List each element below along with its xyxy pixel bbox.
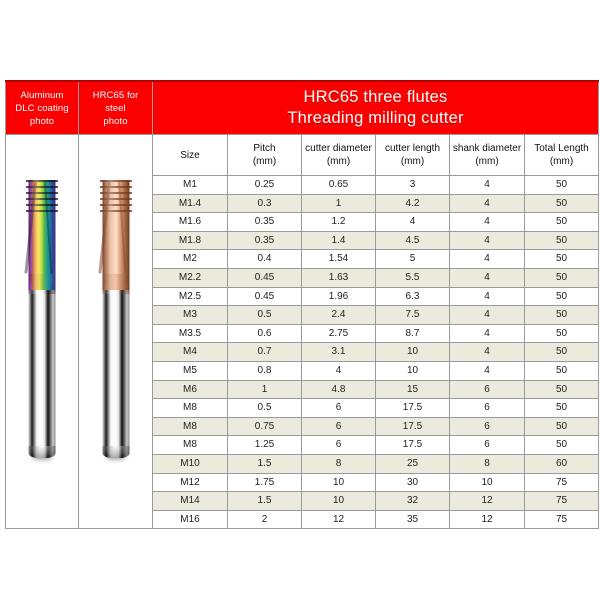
cell-size: M2 bbox=[153, 250, 228, 269]
cell-shank_diameter: 10 bbox=[450, 473, 525, 492]
cell-shank_diameter: 6 bbox=[450, 417, 525, 436]
cell-total_length: 50 bbox=[525, 176, 599, 195]
cell-cutter_diameter: 12 bbox=[302, 510, 376, 529]
column-header-5 bbox=[525, 135, 599, 176]
flute-ridge bbox=[26, 192, 58, 194]
cell-shank_diameter: 12 bbox=[450, 492, 525, 511]
cell-pitch: 0.45 bbox=[228, 268, 302, 287]
cell-cutter_length: 30 bbox=[376, 473, 450, 492]
cell-total_length: 50 bbox=[525, 436, 599, 455]
column-header-2-line-1: (mm) bbox=[326, 156, 351, 167]
flute-ridge bbox=[100, 204, 132, 206]
cell-size: M12 bbox=[153, 473, 228, 492]
column-header-row bbox=[6, 135, 599, 176]
cell-pitch: 0.5 bbox=[228, 399, 302, 418]
cell-pitch: 0.7 bbox=[228, 343, 302, 362]
cell-pitch: 0.35 bbox=[228, 213, 302, 232]
cell-shank_diameter: 4 bbox=[450, 324, 525, 343]
cell-cutter_diameter: 2.4 bbox=[302, 306, 376, 325]
column-header-4-line-1: (mm) bbox=[475, 156, 499, 167]
column-header-2 bbox=[302, 135, 376, 176]
cell-total_length: 50 bbox=[525, 268, 599, 287]
tool-photo-wrap bbox=[6, 144, 78, 520]
cell-cutter_diameter: 6 bbox=[302, 436, 376, 455]
cell-cutter_diameter: 3.1 bbox=[302, 343, 376, 362]
cell-cutter_diameter: 1.54 bbox=[302, 250, 376, 269]
cell-cutter_diameter: 1.96 bbox=[302, 287, 376, 306]
flute-ridge bbox=[26, 186, 58, 188]
column-header-4 bbox=[450, 135, 525, 176]
cell-shank_diameter: 4 bbox=[450, 250, 525, 269]
flute-ridge bbox=[26, 198, 58, 200]
product-title-line-0: HRC65 three flutes bbox=[303, 88, 448, 106]
cell-total_length: 50 bbox=[525, 417, 599, 436]
cell-shank_diameter: 4 bbox=[450, 361, 525, 380]
cell-cutter_length: 10 bbox=[376, 361, 450, 380]
photo-column-header-1-line-2: photo bbox=[103, 115, 128, 127]
tool-photo-wrap bbox=[79, 144, 152, 520]
cell-size: M1.6 bbox=[153, 213, 228, 232]
cell-size: M1 bbox=[153, 176, 228, 195]
cell-size: M8 bbox=[153, 417, 228, 436]
photo-column-header-0-line-0: Aluminum bbox=[20, 89, 64, 101]
cell-size: M2.5 bbox=[153, 287, 228, 306]
cell-cutter_diameter: 1.2 bbox=[302, 213, 376, 232]
cell-total_length: 50 bbox=[525, 194, 599, 213]
cell-cutter_length: 6.3 bbox=[376, 287, 450, 306]
cell-total_length: 50 bbox=[525, 361, 599, 380]
cell-shank_diameter: 4 bbox=[450, 343, 525, 362]
column-header-4-line-0: shank diameter bbox=[452, 143, 522, 154]
cell-cutter_length: 17.5 bbox=[376, 417, 450, 436]
cell-pitch: 1.5 bbox=[228, 492, 302, 511]
product-title-line-1: Threading milling cutter bbox=[287, 109, 464, 127]
red-header-row bbox=[6, 81, 599, 135]
cell-pitch: 1 bbox=[228, 380, 302, 399]
cell-size: M4 bbox=[153, 343, 228, 362]
flute-ridge bbox=[100, 198, 132, 200]
cell-size: M5 bbox=[153, 361, 228, 380]
dlc-photo-cell bbox=[6, 135, 79, 529]
photo-column-header-0-line-1: DLC coating bbox=[15, 102, 69, 114]
cell-cutter_length: 4 bbox=[376, 213, 450, 232]
cell-cutter_length: 17.5 bbox=[376, 436, 450, 455]
cell-size: M1.8 bbox=[153, 231, 228, 250]
column-header-3 bbox=[376, 135, 450, 176]
cell-cutter_diameter: 1.63 bbox=[302, 268, 376, 287]
cell-cutter_diameter: 2.75 bbox=[302, 324, 376, 343]
cell-pitch: 0.5 bbox=[228, 306, 302, 325]
cell-pitch: 0.45 bbox=[228, 287, 302, 306]
cell-cutter_diameter: 4.8 bbox=[302, 380, 376, 399]
cell-cutter_length: 5 bbox=[376, 250, 450, 269]
cell-cutter_length: 4.2 bbox=[376, 194, 450, 213]
flute-ridge bbox=[100, 180, 132, 182]
cell-pitch: 0.8 bbox=[228, 361, 302, 380]
cell-size: M8 bbox=[153, 436, 228, 455]
cell-cutter_length: 10 bbox=[376, 343, 450, 362]
cell-pitch: 1.75 bbox=[228, 473, 302, 492]
cell-size: M3 bbox=[153, 306, 228, 325]
cell-cutter_diameter: 1.4 bbox=[302, 231, 376, 250]
column-header-5-line-0: Total Length bbox=[534, 143, 589, 154]
product-title bbox=[153, 81, 599, 135]
cell-cutter_diameter: 10 bbox=[302, 473, 376, 492]
cell-shank_diameter: 4 bbox=[450, 194, 525, 213]
cell-shank_diameter: 4 bbox=[450, 213, 525, 232]
cell-size: M1.4 bbox=[153, 194, 228, 213]
cell-shank_diameter: 4 bbox=[450, 176, 525, 195]
cell-cutter_diameter: 10 bbox=[302, 492, 376, 511]
column-header-0-line-0: Size bbox=[180, 149, 200, 161]
column-header-1-line-0: Pitch bbox=[253, 143, 276, 154]
cell-size: M16 bbox=[153, 510, 228, 529]
tool-shank bbox=[29, 290, 56, 458]
cell-shank_diameter: 6 bbox=[450, 399, 525, 418]
cell-total_length: 50 bbox=[525, 213, 599, 232]
cell-size: M14 bbox=[153, 492, 228, 511]
cell-cutter_diameter: 4 bbox=[302, 361, 376, 380]
cell-pitch: 1.25 bbox=[228, 436, 302, 455]
column-header-1-line-1: (mm) bbox=[252, 156, 277, 167]
photo-column-header-1-line-0: HRC65 for bbox=[92, 89, 139, 101]
cell-cutter_length: 7.5 bbox=[376, 306, 450, 325]
cell-cutter_length: 35 bbox=[376, 510, 450, 529]
cell-cutter_length: 5.5 bbox=[376, 268, 450, 287]
cell-cutter_diameter: 6 bbox=[302, 417, 376, 436]
dlc-coated-tool-image bbox=[25, 162, 59, 462]
cell-cutter_length: 32 bbox=[376, 492, 450, 511]
cell-total_length: 60 bbox=[525, 454, 599, 473]
cell-size: M3.5 bbox=[153, 324, 228, 343]
cell-total_length: 50 bbox=[525, 324, 599, 343]
column-header-5-line-1: (mm) bbox=[549, 156, 574, 167]
photo-column-header-1-line-1: steel bbox=[105, 102, 126, 114]
cell-pitch: 0.4 bbox=[228, 250, 302, 269]
cell-shank_diameter: 8 bbox=[450, 454, 525, 473]
cell-cutter_diameter: 0.65 bbox=[302, 176, 376, 195]
cell-cutter_diameter: 8 bbox=[302, 454, 376, 473]
hrc65-photo-cell bbox=[79, 135, 153, 529]
cell-cutter_diameter: 6 bbox=[302, 399, 376, 418]
column-header-0 bbox=[153, 135, 228, 176]
cell-cutter_length: 3 bbox=[376, 176, 450, 195]
cell-total_length: 75 bbox=[525, 510, 599, 529]
cell-shank_diameter: 6 bbox=[450, 380, 525, 399]
cell-shank_diameter: 4 bbox=[450, 268, 525, 287]
photo-column-header-0-line-2: photo bbox=[29, 115, 55, 127]
cell-shank_diameter: 4 bbox=[450, 231, 525, 250]
flute-ridge bbox=[26, 180, 58, 182]
cell-pitch: 0.6 bbox=[228, 324, 302, 343]
photo-column-header-1 bbox=[79, 81, 153, 135]
cell-cutter_length: 8.7 bbox=[376, 324, 450, 343]
cell-pitch: 0.75 bbox=[228, 417, 302, 436]
column-header-3-line-0: cutter length bbox=[384, 143, 441, 154]
cell-cutter_length: 17.5 bbox=[376, 399, 450, 418]
cell-cutter_length: 4.5 bbox=[376, 231, 450, 250]
cell-total_length: 75 bbox=[525, 492, 599, 511]
cell-pitch: 1.5 bbox=[228, 454, 302, 473]
cell-total_length: 50 bbox=[525, 380, 599, 399]
photo-column-header-0 bbox=[6, 81, 79, 135]
flute-ridge bbox=[100, 192, 132, 194]
cell-pitch: 0.25 bbox=[228, 176, 302, 195]
cell-total_length: 50 bbox=[525, 231, 599, 250]
column-header-3-line-1: (mm) bbox=[400, 156, 425, 167]
cell-shank_diameter: 12 bbox=[450, 510, 525, 529]
cell-size: M2.2 bbox=[153, 268, 228, 287]
cell-size: M6 bbox=[153, 380, 228, 399]
cell-total_length: 50 bbox=[525, 399, 599, 418]
column-header-1 bbox=[228, 135, 302, 176]
cell-cutter_length: 15 bbox=[376, 380, 450, 399]
cell-cutter_diameter: 1 bbox=[302, 194, 376, 213]
cell-pitch: 0.3 bbox=[228, 194, 302, 213]
cell-shank_diameter: 4 bbox=[450, 306, 525, 325]
specification-table bbox=[5, 80, 599, 529]
cell-shank_diameter: 6 bbox=[450, 436, 525, 455]
flute-ridge bbox=[100, 186, 132, 188]
cell-pitch: 2 bbox=[228, 510, 302, 529]
tool-shank bbox=[102, 290, 129, 458]
cell-size: M8 bbox=[153, 399, 228, 418]
cell-total_length: 50 bbox=[525, 250, 599, 269]
cell-shank_diameter: 4 bbox=[450, 287, 525, 306]
cell-total_length: 50 bbox=[525, 287, 599, 306]
cell-cutter_length: 25 bbox=[376, 454, 450, 473]
cell-total_length: 50 bbox=[525, 306, 599, 325]
cell-total_length: 75 bbox=[525, 473, 599, 492]
cell-total_length: 50 bbox=[525, 343, 599, 362]
column-header-2-line-0: cutter diameter bbox=[305, 143, 372, 154]
cell-size: M10 bbox=[153, 454, 228, 473]
cell-pitch: 0.35 bbox=[228, 231, 302, 250]
copper-coated-tool-image bbox=[99, 162, 133, 462]
